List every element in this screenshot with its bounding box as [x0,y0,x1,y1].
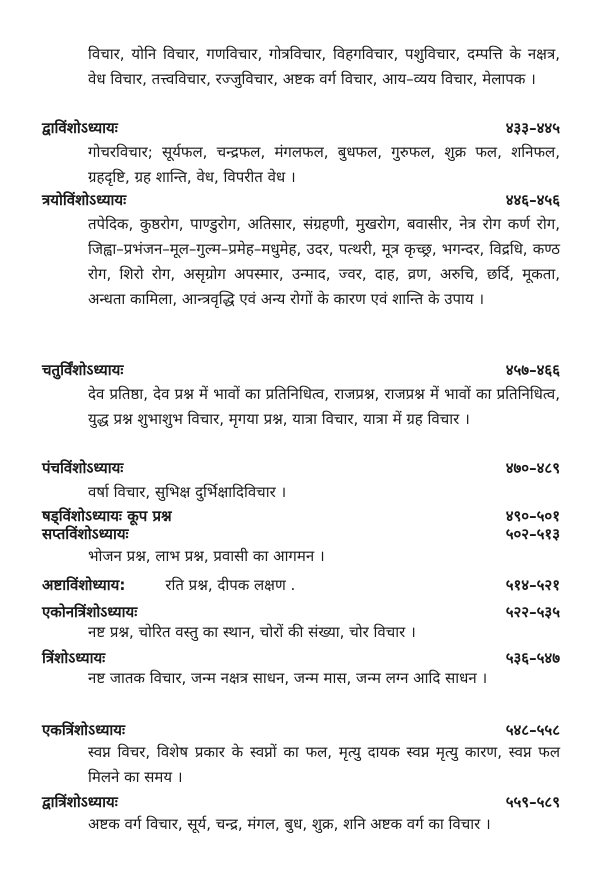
chapter-title: एकोनत्रिंशोऽध्यायः [42,603,138,621]
chapter-content: भोजन प्रश्न, लाभ प्रश्न, प्रवासी का आगमन । [88,547,325,565]
page-range: ४७०–४८९ [505,459,560,477]
chapter-title: द्वात्रिंशोऽध्यायः [42,793,118,811]
page-range: ५१४–५२१ [505,576,560,594]
chapter-heading [42,792,560,814]
page-range: ५०२–५१३ [505,525,560,543]
chapter-content: देव प्रतिष्ठा, देव प्रश्न में भावों का प्रतिनिधित्व, राजप्रश्न, राजप्रश्न में भावों का प्रतिनिधित्व, युद्ध प्रश्न शुभाशुभ विचार, मृगया प्रश्न, यात्रा विचार, यात्रा में ग्रह विचार । [88,385,560,428]
chapter-title: एकत्रिंशोऽध्यायः [42,721,126,739]
chapter-content: तपेदिक, कुष्ठरोग, पाण्डुरोग, अतिसार, संग्रहणी, मुखरोग, बवासीर, नेत्र रोग कर्ण रोग, जिह्वा–प्रभंजन–मूल–गुल्म–प्रमेह–मधुमेह, उदर, पत्थरी, मूत्र कृच्छ्र, भगन्दर, विद्रधि, कण्ठ रोग, शिरो रोग, असृग्रोग अपस्मार, उन्माद, ज्वर, दाह, व्रण, अरुचि, छर्दि, मूकता, अन्धता कामिला, आन्त्रवृद्धि एवं अन्य रोगों के कारण एवं शान्ति के उपाय । [88,215,560,308]
chapter-title: त्रयोविंशोऽध्यायः [42,191,127,209]
chapter-heading [42,720,560,742]
chapter-title: त्रिंशोऽध्यायः [42,649,106,667]
chapter-content: नष्ट जातक विचार, जन्म नक्षत्र साधन, जन्म मास, जन्म लग्न आदि साधन । [88,669,488,687]
chapter-heading [42,190,560,212]
chapter-heading [42,524,560,546]
chapter-heading [42,118,560,140]
page-range: ५२२–५३५ [505,603,560,621]
chapter-content: गोचरविचार; सूर्यफल, चन्द्रफल, मंगलफल, बुधफल, गुरुफल, शुक्र फल, शनिफल, ग्रहदृष्टि, ग्रह शान्ति, वेध, विपरीत वेध । [88,143,560,186]
chapter-content: अष्टक वर्ग विचार, सूर्य, चन्द्र, मंगल, बुध, शुक्र, शनि अष्टक वर्ग का विचार । [88,815,491,833]
chapter-title: षड्विंशोऽध्यायः कूप प्रश्न [42,507,172,525]
page-range: ४३३–४४५ [505,119,560,137]
chapter-title: पंचविंशोऽध्यायः [42,459,124,477]
chapter-heading [42,575,560,597]
chapter-title: सप्तविंशोऽध्यायः [42,525,129,543]
chapter-title: चतुर्विंशोऽध्यायः [42,361,124,379]
page-range: ४९०–५०१ [505,507,560,525]
page-range: ४५७–४६६ [505,361,560,379]
chapter-heading [42,458,560,480]
page-range: ५५९–५८९ [505,793,560,811]
chapter-inline-content: रति प्रश्न, दीपक लक्षण . [165,576,296,594]
page-range: ५४८–५५८ [505,721,560,739]
page-range: ५३६–५४७ [505,649,560,667]
page-range: ४४६–४५६ [505,191,560,209]
chapter-content: स्वप्न विचर, विशेष प्रकार के स्वप्नों का फल, मृत्यु दायक स्वप्न मृत्यु कारण, स्वप्न फल मिलने का समय । [88,743,560,786]
chapter-title: अष्टाविंशोध्याय: [42,576,126,594]
chapter-content: नष्ट प्रश्न, चोरित वस्तु का स्थान, चोरों की संख्या, चोर विचार । [88,623,416,641]
intro-paragraph: विचार, योनि विचार, गणविचार, गोत्रविचार, विहगविचार, पशुविचार, दम्पत्ति के नक्षत्र, वेध विचार, तत्त्वविचार, रज्जुविचार, अष्टक वर्ग विचार, आय–व्यय विचार, मेलापक । [88,45,560,88]
chapter-title: द्वाविंशोऽध्यायः [42,119,118,137]
chapter-content: वर्षा विचार, सुभिक्ष दुर्भिक्षादिविचार । [88,483,287,501]
chapter-heading [42,360,560,382]
